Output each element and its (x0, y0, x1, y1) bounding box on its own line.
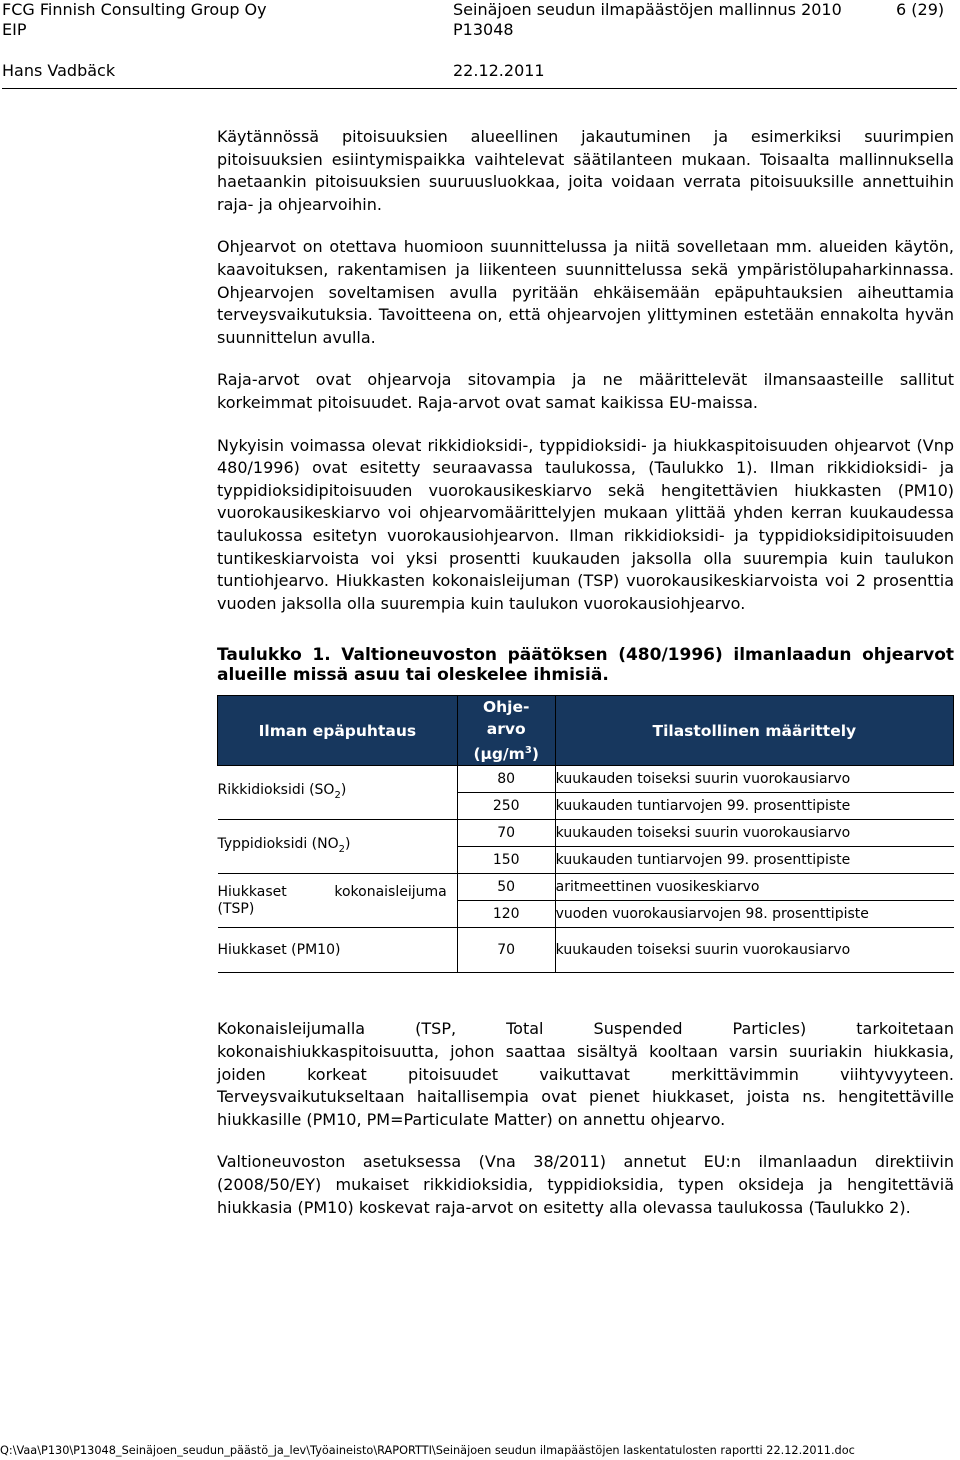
header-project: Seinäjoen seudun ilmapäästöjen mallinnus 2010 (453, 0, 842, 19)
header-author: Hans Vadbäck (2, 61, 116, 80)
header-project-number: P13048 (453, 20, 514, 39)
column-header-pollutant: Ilman epäpuhtaus (218, 696, 458, 766)
statistical-definition: kuukauden toiseksi suurin vuorokausiarvo (555, 820, 953, 847)
header-unit: EIP (2, 20, 27, 39)
pollutant-name: Hiukkaset kokonaisleijuma (TSP) (218, 874, 458, 928)
header-date: 22.12.2011 (453, 61, 545, 80)
table-row (218, 928, 954, 973)
guideline-value: 70 (457, 928, 555, 973)
pollutant-name: Typpidioksidi $(NO_2)$ (218, 820, 458, 874)
table-caption: Taulukko 1. Valtioneuvoston päätöksen (480/1996) ilmanlaadun ohjearvot alueille missä asuu tai oleskelee ihmisiä. (217, 645, 954, 686)
guideline-table (217, 695, 954, 973)
pollutant-name: Hiukkaset (PM10) (218, 928, 458, 973)
paragraph-current-guidelines: Nykyisin voimassa olevat rikkidioksidi-, typpidioksidi- ja hiukkaspitoisuuden ohjearvot (Vnp 480/1996) ovat esitetty seuraavassa taulukossa, (Taulukko 1). Ilman rikkidioksidi- ja typpidioksidipitoisuuden vuorokausikeskiarvo sekä hengitettävien hiukkasten (PM10) vuorokausikeskiarvo voi ohjearvomäärittelyjen mukaan ylittää yhden kerran kuukaudessa taulukossa esitetyn vuorokausiohjearvon. Ilman rikkidioksidi- ja typpidioksidipitoisuuden tuntikeskiarvoista voi yksi prosentti kuukauden jaksolla olla suurempia kuin taulukon tuntiohjearvo. Hiukkasten kokonaisleijuman (TSP) vuorokausikeskiarvoista voi 2 prosenttia vuoden jaksolla olla suurempia kuin taulukon vuorokausiohjearvo. (217, 435, 954, 613)
header-divider (2, 88, 957, 89)
table-header-row (218, 696, 954, 766)
statistical-definition: aritmeettinen vuosikeskiarvo (555, 874, 953, 901)
paragraph-intro: Käytännössä pitoisuuksien alueellinen jakautuminen ja esimerkiksi suurimpien pitoisuuksien esiintymispaikka vaihtelevat säätilanteen mukaan. Toisaalta mallinnuksella haetaankin pitoisuuksien suuruusluokkaa, joita voidaan verrata pitoisuuksille annettuihin raja- ja ohjearvoihin. (217, 127, 954, 214)
table-row (218, 820, 954, 847)
guideline-value: 150 (457, 847, 555, 874)
guideline-value: 70 (457, 820, 555, 847)
statistical-definition: kuukauden tuntiarvojen 99. prosenttipiste (555, 793, 953, 820)
paragraph-limit-regulation: Valtioneuvoston asetuksessa (Vna 38/2011) annetut EU:n ilmanlaadun direktiivin (2008/50/EY) mukaiset rikkidioksidia, typpidioksidia, typen oksideja ja hengitettäviä hiukkasia (PM10) koskevat raja-arvot on esitetty alla olevassa taulukossa (Taulukko 2). (217, 1152, 954, 1217)
statistical-definition: kuukauden tuntiarvojen 99. prosenttipiste (555, 847, 953, 874)
paragraph-tsp-explanation: Kokonaisleijumalla (TSP, Total Suspended Particles) tarkoitetaan kokonaishiukkaspitoisuutta, johon saattaa sisältyä kooltaan varsin suuriakin hiukkasia, joiden korkeat pitoisuudet vaikuttavat merkittävimmin viihtyvyyteen. Terveysvaikutukseltaan haitallisempia ovat pienet hiukkaset, joista ns. hengitettäville hiukkasille (PM10, PM=Particulate Matter) on annettu ohjearvo. (217, 1019, 954, 1129)
statistical-definition: kuukauden toiseksi suurin vuorokausiarvo (555, 766, 953, 793)
guideline-value: 80 (457, 766, 555, 793)
guideline-value: 250 (457, 793, 555, 820)
guideline-value: 120 (457, 901, 555, 928)
table-row (218, 766, 954, 793)
header-company: FCG Finnish Consulting Group Oy (2, 0, 267, 19)
paragraph-limit-values: Raja-arvot ovat ohjearvoja sitovampia ja ne määrittelevät ilmansaasteille sallitut korkeimmat pitoisuudet. Raja-arvot ovat samat kaikissa EU-maissa. (217, 370, 954, 412)
column-header-guideline-value: Ohje- arvo $(\mu g/m^3)$ (457, 696, 555, 766)
guideline-value: 50 (457, 874, 555, 901)
statistical-definition: vuoden vuorokausiarvojen 98. prosenttipiste (555, 901, 953, 928)
pollutant-name: Rikkidioksidi $(SO_2)$ (218, 766, 458, 820)
header-page-number: 6 (29) (896, 0, 945, 19)
paragraph-guidelines: Ohjearvot on otettava huomioon suunnittelussa ja niitä sovelletaan mm. alueiden käytön, kaavoituksen, rakentamisen ja liikenteen suunnittelussa sekä ympäristölupaharkinnassa. Ohjearvojen soveltamisen avulla pyritään ehkäisemään epäpuhtauksien aiheuttamia terveysvaikutuksia. Tavoitteena on, että ohjearvojen ylittyminen estetään ennakolta hyvän suunnittelun avulla. (217, 237, 954, 347)
statistical-definition: kuukauden toiseksi suurin vuorokausiarvo (555, 928, 953, 973)
table-row (218, 874, 954, 901)
footer-file-path: Q:\Vaa\P130\P13048_Seinäjoen_seudun_päästö_ja_lev\Työaineisto\RAPORTTI\Seinäjoen seudun ilmapäästöjen laskentatulosten raportti 22.12.2011.doc (0, 1444, 855, 1457)
column-header-definition: Tilastollinen määrittely (555, 696, 953, 766)
document-body (217, 126, 954, 1219)
